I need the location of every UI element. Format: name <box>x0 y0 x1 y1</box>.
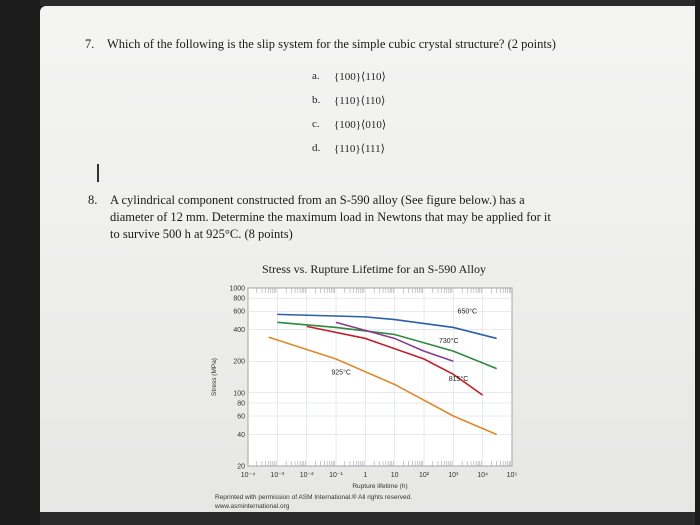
chart-title: Stress vs. Rupture Lifetime for an S-590 Alloy <box>262 262 486 276</box>
x-tick-label: 10 <box>390 472 399 479</box>
y-tick-label: 800 <box>233 295 245 303</box>
question-number: 7. <box>85 37 95 51</box>
x-tick-label: 10⁻³ <box>270 472 285 479</box>
option-c[interactable]: c. {100}⟨010⟩ <box>312 118 387 131</box>
series-label: 925°C <box>331 369 351 377</box>
question-text: Which of the following is the slip system for the simple cubic crystal structure? (2 points) <box>107 37 556 51</box>
x-tick-label: 10⁴ <box>477 472 489 479</box>
figure-credit: Reprinted with permission of ASM International.® All rights reserved. www.asminternational.org <box>215 494 412 510</box>
question-line: A cylindrical component constructed from an S-590 alloy (See figure below.) has a <box>110 193 525 207</box>
x-tick-label: 10⁻¹ <box>329 472 343 479</box>
y-axis-label: Stress (MPa) <box>211 358 218 396</box>
y-tick-label: 1000 <box>229 285 245 293</box>
y-tick-label: 40 <box>237 431 245 439</box>
y-tick-label: 200 <box>233 358 245 366</box>
y-tick-label: 80 <box>237 400 245 408</box>
x-axis-label: Rupture lifetime (h) <box>352 483 408 490</box>
x-tick-label: 10² <box>418 472 430 479</box>
question-line: to survive 500 h at 925°C. (8 points) <box>110 226 293 241</box>
series-label: 650°C <box>457 308 478 316</box>
x-tick-label: 10⁵ <box>506 472 518 479</box>
series-label: 730°C <box>439 337 459 345</box>
question-number: 8. <box>88 193 98 207</box>
series-label: 815°C <box>448 375 469 383</box>
x-tick-label: 1 <box>363 472 368 479</box>
option-b[interactable]: b. {110}⟨110⟩ <box>312 94 386 107</box>
taskbar <box>40 512 695 525</box>
option-a[interactable]: a. {100}⟨110⟩ <box>312 70 386 83</box>
y-tick-label: 600 <box>233 308 245 316</box>
question-line: diameter of 12 mm. Determine the maximum load in Newtons that may be applied for it <box>110 209 551 224</box>
y-tick-label: 400 <box>233 327 245 335</box>
y-tick-label: 60 <box>237 413 245 421</box>
x-tick-label: 10⁻⁴ <box>240 472 256 479</box>
y-tick-label: 20 <box>237 463 245 471</box>
option-d[interactable]: d. {110}⟨111⟩ <box>312 142 385 155</box>
x-tick-label: 10³ <box>448 472 459 479</box>
x-tick-label: 10⁻² <box>299 472 314 479</box>
y-tick-label: 100 <box>233 390 245 398</box>
